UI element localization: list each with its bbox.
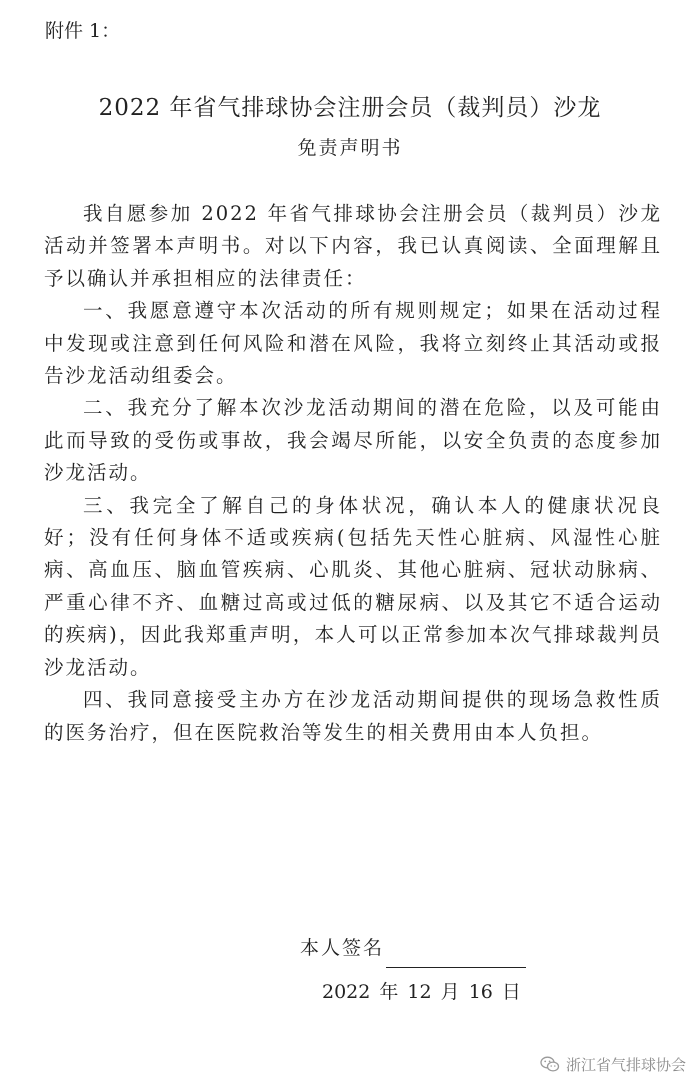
signature-line	[386, 937, 526, 968]
signing-date: 2022 年 12 月 16 日	[322, 981, 521, 1003]
clause-four: 四、我同意接受主办方在沙龙活动期间提供的现场急救性质的医务治疗，但在医院救治等发生的相关费用由本人负担。	[44, 688, 662, 744]
intro-paragraph: 我自愿参加 2022 年省气排球协会注册会员（裁判员）沙龙活动并签署本声明书。对以下内容，我已认真阅读、全面理解且予以确认并承担相应的法律责任：	[44, 202, 662, 290]
account-watermark	[540, 1054, 686, 1075]
signature-label: 本人签名	[300, 937, 385, 959]
attachment-label: 附件 1：	[45, 20, 121, 42]
document-subtitle: 免责声明书	[297, 137, 403, 159]
clause-three: 三、我完全了解自己的身体状况，确认本人的健康状况良好；没有任何身体不适或疾病(包括先天性心脏病、风湿性心脏病、高血压、脑血管疾病、心肌炎、其他心脏病、冠状动脉病、严重心律不齐、血糖过高或过低的糖尿病、以及其它不适合运动的疾病)，因此我郑重声明，本人可以正常参加本次气排球裁判员沙龙活动。	[44, 493, 662, 679]
clause-one: 一、我愿意遵守本次活动的所有规则规定；如果在活动过程中发现或注意到任何风险和潜在风险，我将立刻终止其活动或报告沙龙活动组委会。	[44, 299, 662, 388]
clause-two: 二、我充分了解本次沙龙活动期间的潜在危险，以及可能由此而导致的受伤或事故，我会竭尽所能，以安全负责的态度参加沙龙活动。	[44, 396, 662, 485]
document-title: 2022 年省气排球协会注册会员（裁判员）沙龙	[98, 95, 602, 121]
signature-row	[300, 928, 526, 968]
declaration-body	[44, 198, 662, 749]
wechat-icon	[540, 1056, 560, 1073]
watermark-text: 浙江省气排球协会	[565, 1056, 686, 1074]
